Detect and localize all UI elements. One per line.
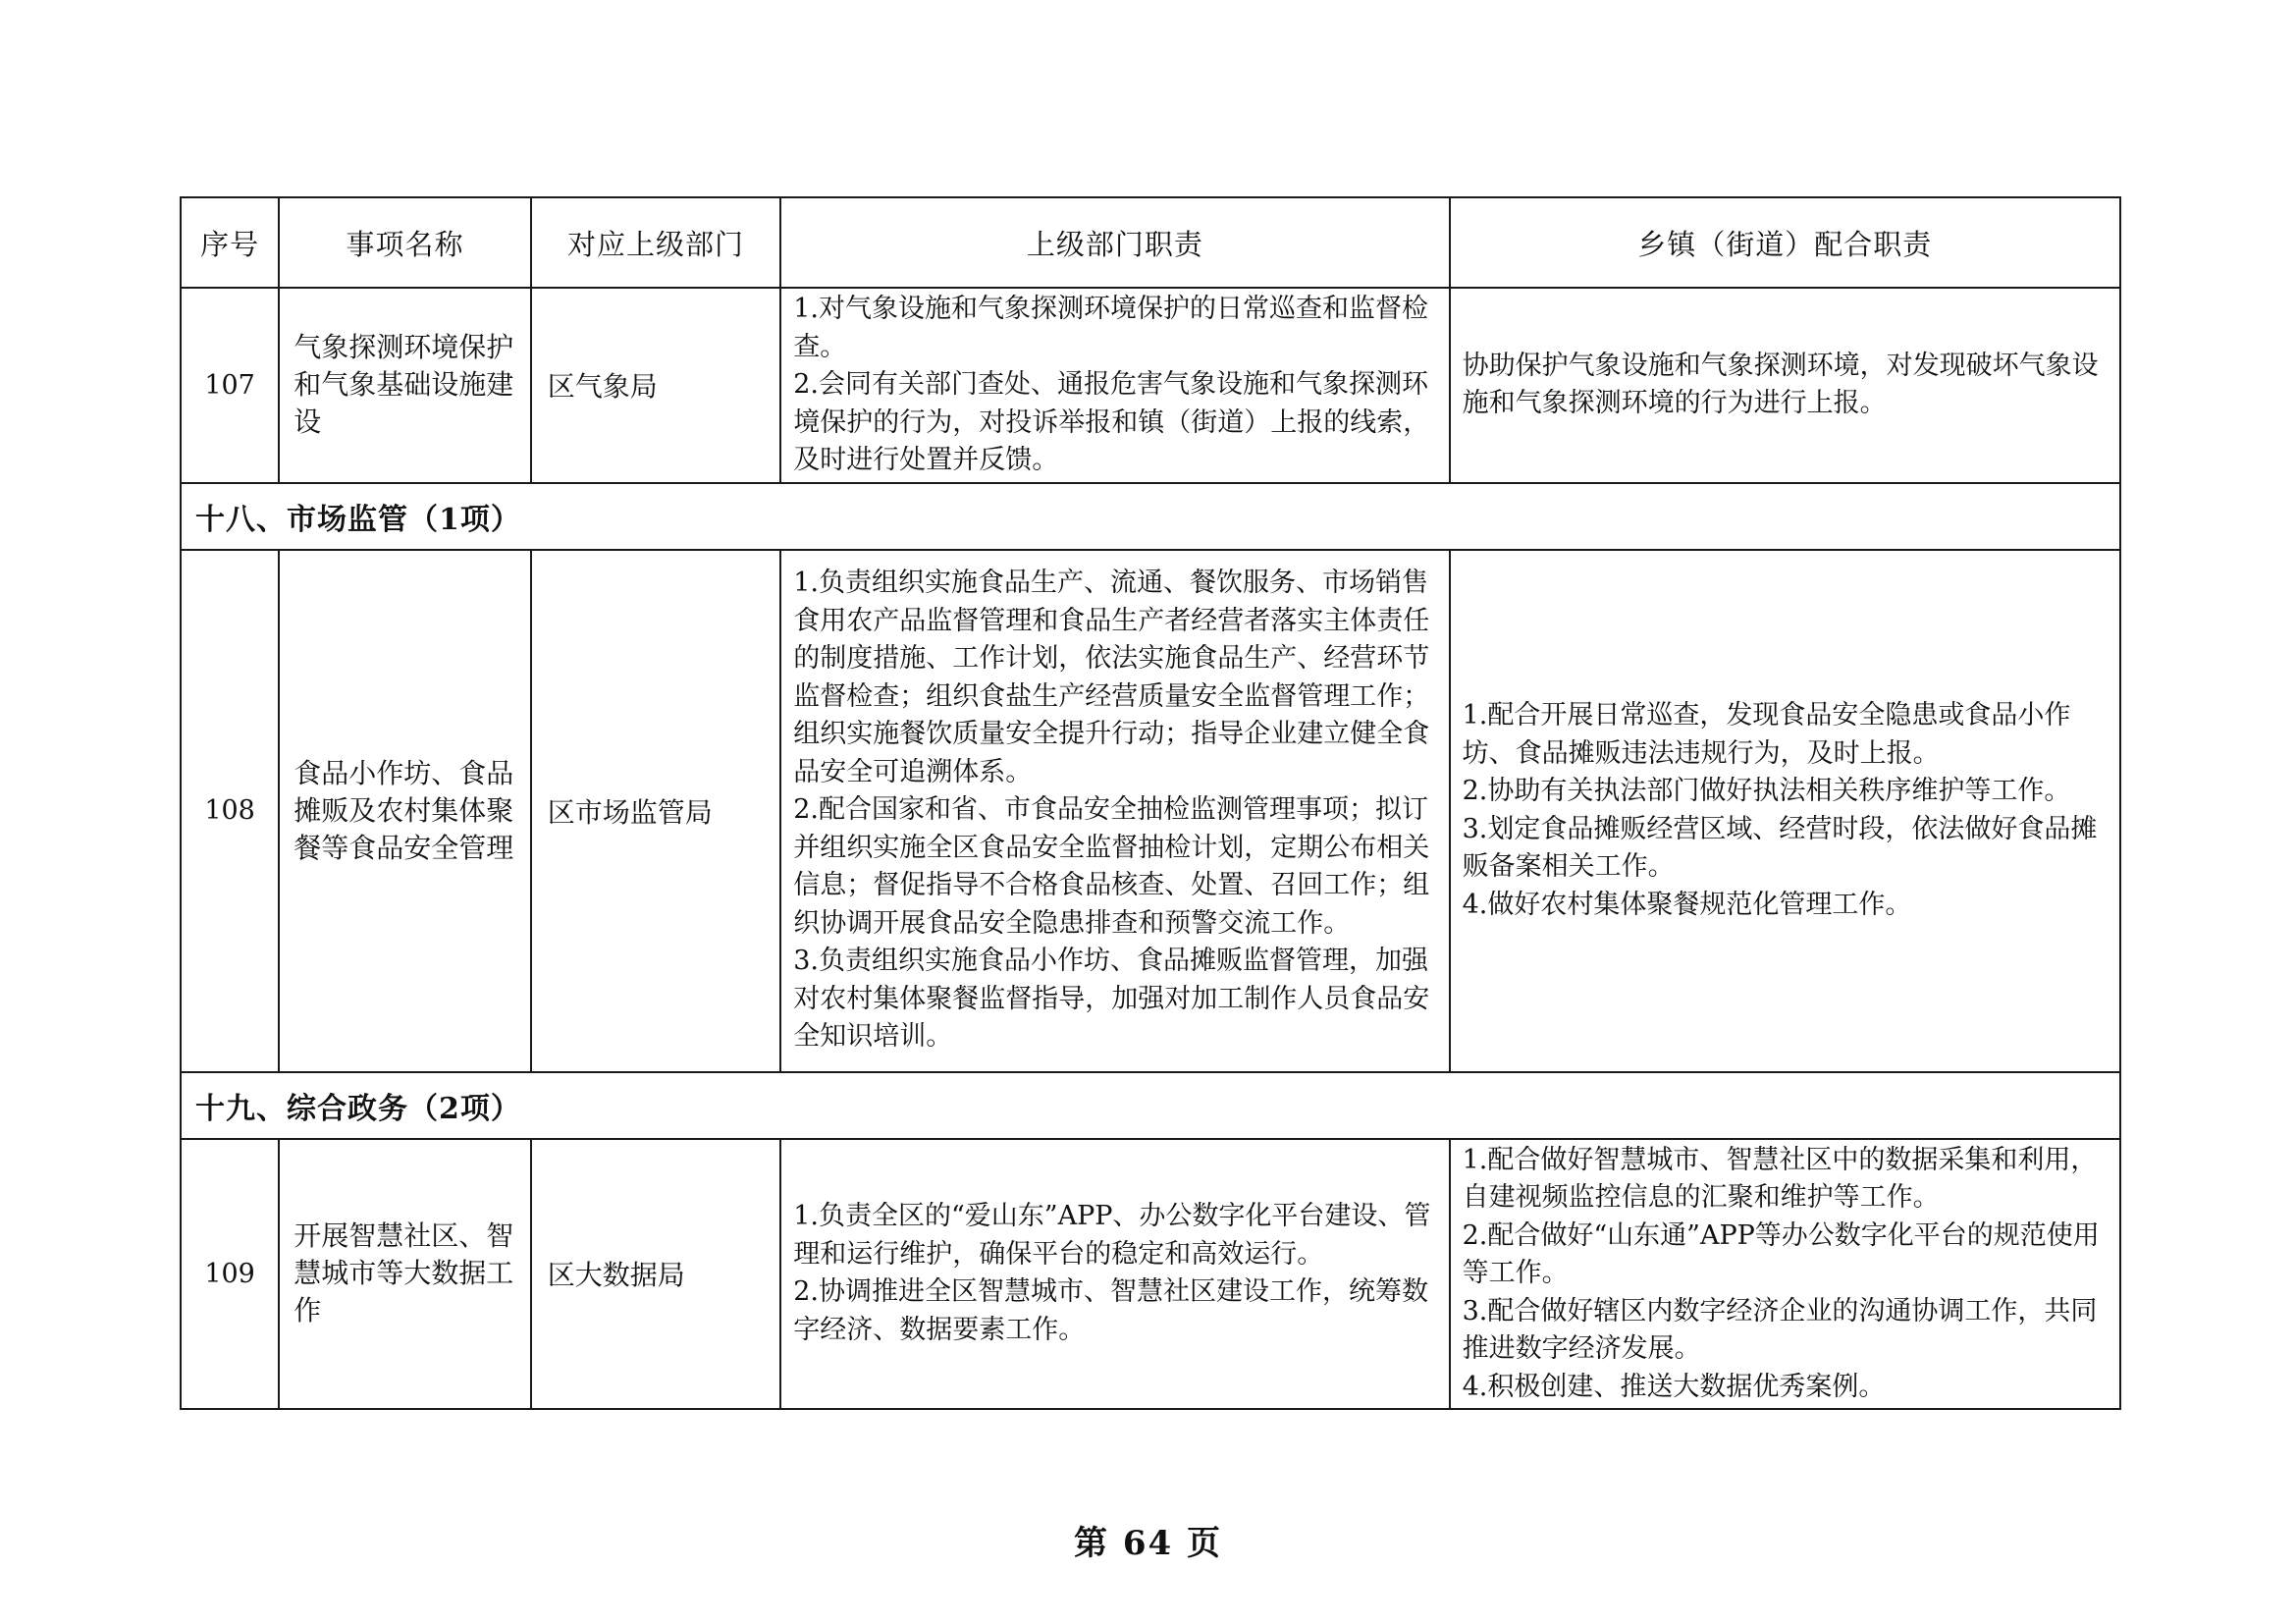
header-item-name: 事项名称 — [279, 197, 531, 288]
table-row — [181, 550, 2120, 1072]
table-row — [181, 288, 2120, 483]
row-item-name: 气象探测环境保护和气象基础设施建设 — [279, 288, 531, 483]
duty-line: 1.负责全区的“爱山东”APP、办公数字化平台建设、管理和运行维护，确保平台的稳定和高效运行。 — [793, 1201, 1431, 1270]
duty-line: 1.配合开展日常巡查，发现食品安全隐患或食品小作坊、食品摊贩违法违规行为，及时上报。 — [1462, 700, 2071, 769]
table-row — [181, 1139, 2120, 1410]
row-upper-duty — [780, 288, 1449, 483]
page-number: 第 64 页 — [1074, 1524, 1222, 1563]
duty-line: 2.协助有关执法部门做好执法相关秩序维护等工作。 — [1462, 776, 2071, 806]
duty-line: 2.配合做好“山东通”APP等办公数字化平台的规范使用等工作。 — [1462, 1219, 2100, 1288]
row-upper-duty — [780, 550, 1449, 1072]
header-town-duty: 乡镇（街道）配合职责 — [1450, 197, 2120, 288]
row-town-duty — [1450, 1139, 2120, 1410]
row-seq: 108 — [181, 550, 279, 1072]
duty-line: 4.积极创建、推送大数据优秀案例。 — [1462, 1371, 1886, 1402]
row-seq: 109 — [181, 1139, 279, 1410]
duty-line: 2.配合国家和省、市食品安全抽检监测管理事项；拟订并组织实施全区食品安全监督抽检计划，定期公布相关信息；督促指导不合格食品核查、处置、召回工作；组织协调开展食品安全隐患排查和预警交流工作。 — [793, 794, 1430, 939]
duty-line: 1.配合做好智慧城市、智慧社区中的数据采集和利用，自建视频监控信息的汇聚和维护等工作。 — [1462, 1144, 2098, 1213]
duty-line: 3.负责组织实施食品小作坊、食品摊贩监督管理，加强对农村集体聚餐监督指导，加强对加工制作人员食品安全知识培训。 — [793, 946, 1430, 1053]
row-town-duty — [1450, 288, 2120, 483]
row-department: 区气象局 — [531, 288, 781, 483]
header-seq: 序号 — [181, 197, 279, 288]
table-header-row — [181, 197, 2120, 288]
section-title-general-affairs: 十九、综合政务（2项） — [181, 1072, 2120, 1139]
row-item-name: 开展智慧社区、智慧城市等大数据工作 — [279, 1139, 531, 1410]
header-department: 对应上级部门 — [531, 197, 781, 288]
duty-line: 2.会同有关部门查处、通报危害气象设施和气象探测环境保护的行为，对投诉举报和镇（街道）上报的线索，及时进行处置并反馈。 — [793, 369, 1430, 475]
row-department: 区市场监管局 — [531, 550, 781, 1072]
duty-line: 2.协调推进全区智慧城市、智慧社区建设工作，统筹数字经济、数据要素工作。 — [793, 1276, 1428, 1345]
duty-line: 1.负责组织实施食品生产、流通、餐饮服务、市场销售食用农产品监督管理和食品生产者经营者落实主体责任的制度措施、工作计划，依法实施食品生产、经营环节监督检查；组织食盐生产经营质量安全监督管理工作；组织实施餐饮质量安全提升行动；指导企业建立健全食品安全可追溯体系。 — [793, 568, 1430, 787]
duty-line: 4.做好农村集体聚餐规范化管理工作。 — [1462, 889, 1912, 920]
duty-line: 1.对气象设施和气象探测环境保护的日常巡查和监督检查。 — [793, 294, 1428, 362]
section-row — [181, 1072, 2120, 1139]
duty-line: 协助保护气象设施和气象探测环境，对发现破坏气象设施和气象探测环境的行为进行上报。 — [1462, 350, 2099, 419]
row-item-name: 食品小作坊、食品摊贩及农村集体聚餐等食品安全管理 — [279, 550, 531, 1072]
header-upper-duty: 上级部门职责 — [780, 197, 1449, 288]
section-row — [181, 483, 2120, 550]
row-upper-duty — [780, 1139, 1449, 1410]
responsibility-table — [180, 196, 2121, 1410]
row-town-duty — [1450, 550, 2120, 1072]
duty-line: 3.配合做好辖区内数字经济企业的沟通协调工作，共同推进数字经济发展。 — [1462, 1295, 2098, 1364]
duty-line: 3.划定食品摊贩经营区域、经营时段，依法做好食品摊贩备案相关工作。 — [1462, 813, 2098, 882]
row-seq: 107 — [181, 288, 279, 483]
row-department: 区大数据局 — [531, 1139, 781, 1410]
section-title-market-supervision: 十八、市场监管（1项） — [181, 483, 2120, 550]
